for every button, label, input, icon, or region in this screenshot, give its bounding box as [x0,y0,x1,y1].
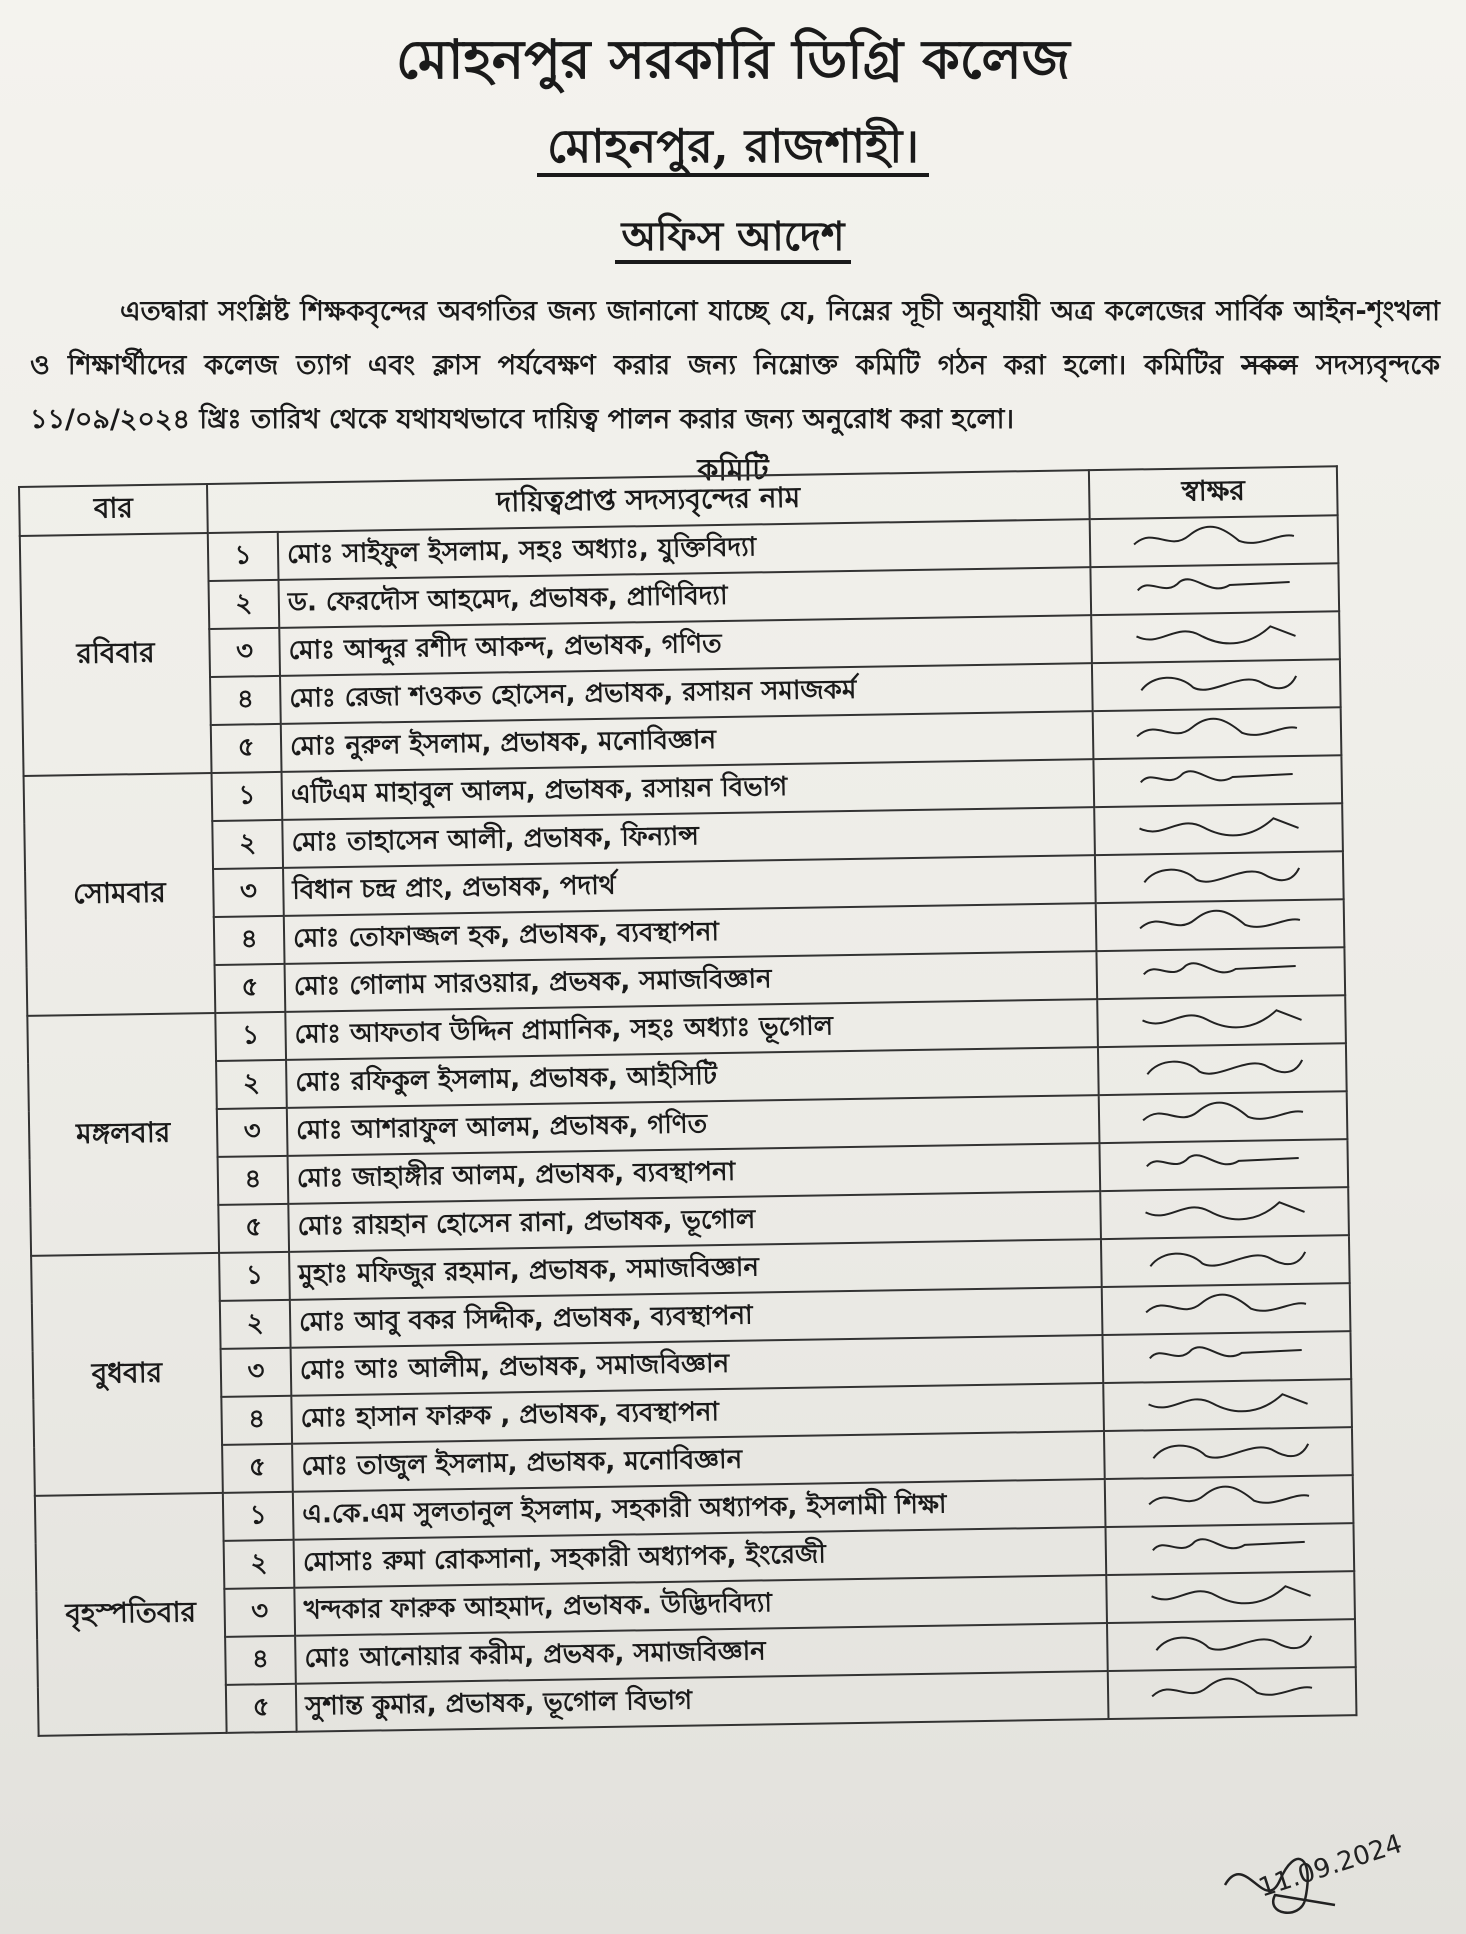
committee-table [18,465,1357,1737]
member-number: ৫ [222,1444,293,1493]
col-signature-header: স্বাক্ষর [1089,466,1338,519]
committee-body [20,515,1357,1736]
member-name: মোঃ রায়হান হোসেন রানা, প্রভাষক, ভূগোল [288,1191,1101,1252]
handwritten-signature [1142,1385,1312,1418]
member-name: এটিএম মাহাবুল আলম, প্রভাষক, রসায়ন বিভাগ [282,759,1095,820]
day-cell: সোমবার [24,773,216,1016]
handwritten-signature [1129,569,1299,602]
member-name: মোঃ আঃ আলীম, প্রভাষক, সমাজবিজ্ঞান [291,1335,1104,1396]
member-name: মোসাঃ রুমা রোকসানা, সহকারী অধ্যাপক, ইংরেজী [294,1527,1107,1588]
signature-date: 11.09.2024 [1255,1828,1406,1904]
signature-cell [1103,1379,1352,1431]
member-number: ৩ [209,628,280,677]
member-number: ৫ [218,1204,289,1253]
member-name: মোঃ আশরাফুল আলম, প্রভাষক, গণিত [287,1095,1100,1156]
signature-cell [1095,851,1344,903]
member-name: এ.কে.এম সুলতানুল ইসলাম, সহকারী অধ্যাপক, ইসলামী শিক্ষা [293,1479,1106,1540]
handwritten-signature [1146,1625,1316,1658]
member-number: ১ [219,1252,290,1301]
day-cell: বৃহস্পতিবার [35,1493,227,1736]
college-place [0,112,1466,188]
member-name: মোঃ নুরুল ইসলাম, প্রভাষক, মনোবিজ্ঞান [281,711,1094,772]
handwritten-signature [1145,1577,1315,1610]
member-name: মোঃ হাসান ফারুক , প্রভাষক, ব্যবস্থাপনা [291,1383,1104,1444]
member-number: ৫ [215,964,286,1013]
signature-cell [1104,1427,1353,1479]
signature-cell [1102,1283,1351,1335]
signature-cell [1097,995,1346,1047]
member-number: ৩ [224,1588,295,1637]
member-name: মুহাঃ মফিজুর রহমান, প্রভাষক, সমাজবিজ্ঞান [289,1239,1102,1300]
member-name: ড. ফেরদৌস আহমেদ, প্রভাষক, প্রাণিবিদ্যা [279,567,1092,628]
member-name: মোঃ আনোয়ার করীম, প্রভষক, সমাজবিজ্ঞান [295,1623,1108,1684]
member-number: ১ [208,532,279,581]
handwritten-signature [1144,1481,1314,1514]
signature-cell [1100,1187,1349,1239]
member-number: ৪ [214,916,285,965]
member-name: মোঃ আব্দুর রশীদ আকন্দ, প্রভাষক, গণিত [279,615,1092,676]
handwritten-signature [1139,1193,1309,1226]
college-place-text: মোহনপুর, রাজশাহী। [537,119,929,177]
member-number: ২ [209,580,280,629]
signature-cell [1096,899,1345,951]
member-name: মোঃ সাইফুল ইসলাম, সহঃ অধ্যাঃ, যুক্তিবিদ্যা [278,519,1091,580]
handwritten-signature [1136,953,1306,986]
handwritten-signature [1137,1049,1307,1082]
signature-cell [1107,1619,1356,1671]
handwritten-signature [1132,713,1302,746]
handwritten-signature [1143,1433,1313,1466]
member-number: ৪ [221,1396,292,1445]
handwritten-signature [1135,905,1305,938]
signature-cell [1106,1571,1355,1623]
handwritten-signature [1141,1289,1311,1322]
member-number: ২ [216,1060,287,1109]
committee-label: কমিটি [697,453,769,488]
order-body-paragraph-end: সদস্যবৃন্দকে ১১/০৯/২০২৪ খ্রিঃ তারিখ থেকে যথাযথভাবে দায়িত্ব পালন করার জন্য অনুরোধ করা হলো। [30,350,1440,435]
member-number: ৪ [225,1636,296,1685]
order-body [30,285,1440,447]
signature-cell [1094,803,1343,855]
day-cell: মঙ্গলবার [27,1013,219,1256]
signature-cell [1102,1331,1351,1383]
member-name: বিধান চন্দ্র প্রাং, প্রভাষক, পদার্থ [283,855,1096,916]
handwritten-signature [1139,1145,1309,1178]
member-name: মোঃ রেজা শওকত হোসেন, প্রভাষক, রসায়ন সমাজকর্ম [280,663,1093,724]
signature-cell [1093,755,1342,807]
signature-cell [1096,947,1345,999]
struck-word: সকল [1241,350,1298,381]
col-day-header: বার [19,484,208,536]
member-number: ২ [212,820,283,869]
signature-cell [1092,659,1341,711]
signature-cell [1099,1091,1348,1143]
handwritten-signature [1138,1097,1308,1130]
handwritten-signature [1147,1673,1317,1706]
member-number: ৫ [211,724,282,773]
member-number: ২ [224,1540,295,1589]
member-number: ১ [215,1012,286,1061]
member-number: ৩ [221,1348,292,1397]
signature-cell [1091,611,1340,663]
member-name: মোঃ আবু বকর সিদ্দীক, প্রভাষক, ব্যবস্থাপনা [290,1287,1103,1348]
handwritten-signature [1134,857,1304,890]
member-number: ৩ [217,1108,288,1157]
handwritten-signature [1136,1001,1306,1034]
member-number: ৩ [213,868,284,917]
member-number: ২ [220,1300,291,1349]
col-name-header: দায়িত্বপ্রাপ্ত সদস্যবৃন্দের নাম [207,470,1090,533]
member-number: ৪ [210,676,281,725]
signature-cell [1099,1139,1348,1191]
handwritten-signature [1131,665,1301,698]
signature-cell [1105,1523,1354,1575]
member-number: ৪ [218,1156,289,1205]
member-name: মোঃ তাজুল ইসলাম, প্রভাষক, মনোবিজ্ঞান [292,1431,1105,1492]
handwritten-signature [1133,761,1303,794]
order-title-text: অফিস আদেশ [615,213,850,264]
member-name: মোঃ আফতাব উদ্দিন প্রামানিক, সহঃ অধ্যাঃ ভূগোল [285,999,1098,1060]
member-name: সুশান্ত কুমার, প্রভাষক, ভূগোল বিভাগ [296,1671,1109,1732]
handwritten-signature [1130,617,1300,650]
signature-cell [1090,515,1339,567]
order-title [0,205,1466,272]
signature-cell [1101,1235,1350,1287]
member-name: মোঃ গোলাম সারওয়ার, প্রভষক, সমাজবিজ্ঞান [285,951,1098,1012]
member-number: ৫ [226,1684,297,1733]
signature-cell [1108,1667,1357,1719]
signature-cell [1090,563,1339,615]
signature-cell [1105,1475,1354,1527]
handwritten-signature [1142,1337,1312,1370]
signature-cell [1098,1043,1347,1095]
day-cell: রবিবার [20,533,212,776]
member-name: মোঃ রফিকুল ইসলাম, প্রভাষক, আইসিটি [286,1047,1099,1108]
handwritten-signature [1133,809,1303,842]
signature-cell [1093,707,1342,759]
order-body-paragraph: এতদ্বারা সংশ্লিষ্ট শিক্ষকবৃন্দের অবগতির জন্য জানানো যাচ্ছে যে, নিম্নের সূচী অনুযায়ী অত্র কলেজের সার্বিক আইন-শৃংখলা ও শিক্ষার্থীদের কলেজ ত্যাগ এবং ক্লাস পর্যবেক্ষণ করার জন্য নিম্নোক্ত কমিটি গঠন করা হলো। কমিটির [30,296,1440,381]
college-name: মোহনপুর সরকারি ডিগ্রি কলেজ [396,27,1070,91]
member-name: খন্দকার ফারুক আহমাদ, প্রভাষক. উদ্ভিদবিদ্যা [294,1575,1107,1636]
member-number: ১ [223,1492,294,1541]
member-name: মোঃ তোফাজ্জল হক, প্রভাষক, ব্যবস্থাপনা [284,903,1097,964]
member-number: ১ [212,772,283,821]
handwritten-signature [1140,1241,1310,1274]
handwritten-signature [1145,1529,1315,1562]
member-name: মোঃ তাহাসেন আলী, প্রভাষক, ফিন্যান্স [282,807,1095,868]
day-cell: বুধবার [31,1253,223,1496]
member-name: মোঃ জাহাঙ্গীর আলম, প্রভাষক, ব্যবস্থাপনা [288,1143,1101,1204]
handwritten-signature [1129,521,1299,554]
